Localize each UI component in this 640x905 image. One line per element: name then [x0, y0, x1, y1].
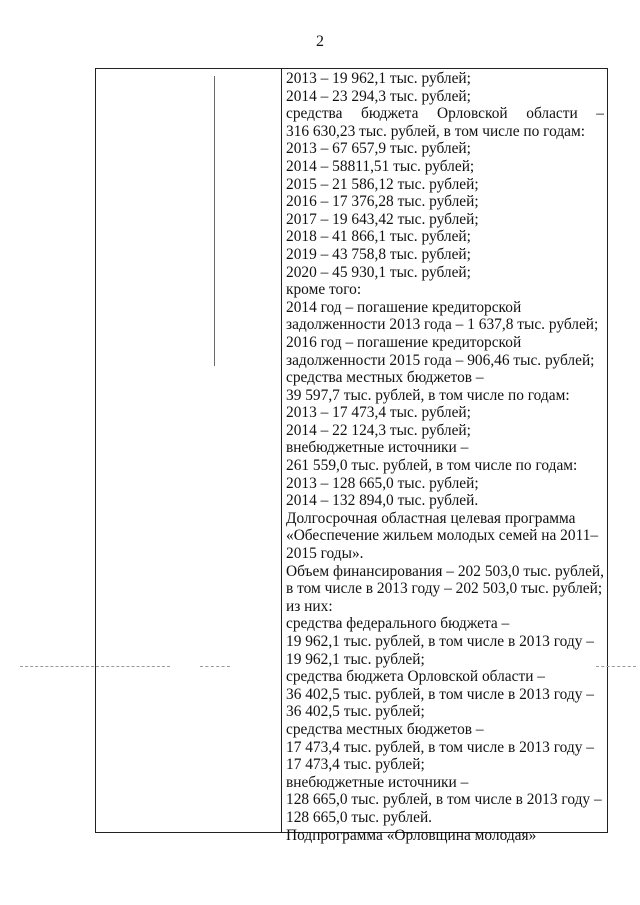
table-text-line: 36 402,5 тыс. рублей, в том числе в 2013 году –: [286, 685, 594, 703]
table-text-line: 128 665,0 тыс. рублей, в том числе в 2013 году –: [286, 791, 602, 809]
funding-table: [95, 68, 608, 844]
table-text-line: задолженности 2013 года – 1 637,8 тыс. рублей;: [286, 316, 599, 334]
scan-artifact-dash-right: [596, 666, 636, 667]
table-text-line: 2014 – 58811,51 тыс. рублей;: [286, 157, 475, 175]
table-text-line: 2014 год – погашение кредиторской: [286, 298, 522, 316]
table-text-line: Долгосрочная областная целевая программа: [286, 509, 576, 527]
table-text-line: 2020 – 45 930,1 тыс. рублей;: [286, 263, 471, 281]
table-text-line: задолженности 2015 года – 906,46 тыс. рублей;: [286, 351, 595, 369]
scan-artifact-dash-mid: [200, 666, 230, 667]
table-text-line: внебюджетные источники –: [286, 439, 469, 457]
table-text-line: 17 473,4 тыс. рублей;: [286, 756, 425, 774]
page-number: 2: [316, 33, 324, 50]
table-text-line: 2014 – 132 894,0 тыс. рублей.: [286, 492, 479, 510]
table-text-line: 17 473,4 тыс. рублей, в том числе в 2013 году –: [286, 738, 594, 756]
scan-artifact-line: [214, 76, 215, 366]
table-text-line: средства бюджета Орловской области –: [286, 105, 604, 123]
table-text-line: 2015 – 21 586,12 тыс. рублей;: [286, 175, 479, 193]
table-text-line: 2016 год – погашение кредиторской: [286, 333, 522, 351]
table-text-line: 2018 – 41 866,1 тыс. рублей;: [286, 228, 471, 246]
table-text-line: средства местных бюджетов –: [286, 369, 484, 387]
table-text-line: 2013 – 67 657,9 тыс. рублей;: [286, 140, 471, 158]
table-text-line: средства местных бюджетов –: [286, 720, 484, 738]
table-text-line: 2017 – 19 643,42 тыс. рублей;: [286, 210, 479, 228]
table-text-line: в том числе в 2013 году – 202 503,0 тыс. рублей;: [286, 580, 603, 598]
table-text-line: 2019 – 43 758,8 тыс. рублей;: [286, 245, 471, 263]
table-text-line: кроме того:: [286, 281, 362, 299]
table-text-line: 19 962,1 тыс. рублей;: [286, 650, 425, 668]
table-text-line: 316 630,23 тыс. рублей, в том числе по годам:: [286, 122, 586, 140]
table-right-cell: [286, 70, 604, 844]
table-text-line: 2015 годы».: [286, 545, 364, 563]
table-text-line: 128 665,0 тыс. рублей.: [286, 808, 433, 826]
table-text-line: 2016 – 17 376,28 тыс. рублей;: [286, 193, 479, 211]
table-text-line: внебюджетные источники –: [286, 773, 469, 791]
table-text-line: 36 402,5 тыс. рублей;: [286, 703, 425, 721]
table-text-line: Подпрограмма «Орловщина молодая»: [286, 826, 537, 844]
table-text-line: 39 597,7 тыс. рублей, в том числе по годам:: [286, 386, 570, 404]
table-text-line: 2013 – 128 665,0 тыс. рублей;: [286, 474, 479, 492]
table-text-line: 261 559,0 тыс. рублей, в том числе по годам:: [286, 457, 578, 475]
table-left-cell: [96, 69, 282, 832]
table-text-line: 19 962,1 тыс. рублей, в том числе в 2013 году –: [286, 633, 594, 650]
table-text-line: «Обеспечение жильем молодых семей на 2011–: [286, 527, 599, 545]
table-text-line: 2013 – 19 962,1 тыс. рублей;: [286, 70, 471, 87]
scan-artifact-dash-left: [20, 666, 170, 667]
table-text-line: средства федерального бюджета –: [286, 615, 510, 633]
table-text-line: средства бюджета Орловской области –: [286, 668, 545, 686]
table-text-line: 2014 – 23 294,3 тыс. рублей;: [286, 87, 471, 105]
table-text-line: из них:: [286, 597, 333, 615]
table-text-line: Объем финансирования – 202 503,0 тыс. рублей,: [286, 562, 604, 580]
table-text-line: 2013 – 17 473,4 тыс. рублей;: [286, 404, 471, 422]
table-text-line: 2014 – 22 124,3 тыс. рублей;: [286, 421, 471, 439]
